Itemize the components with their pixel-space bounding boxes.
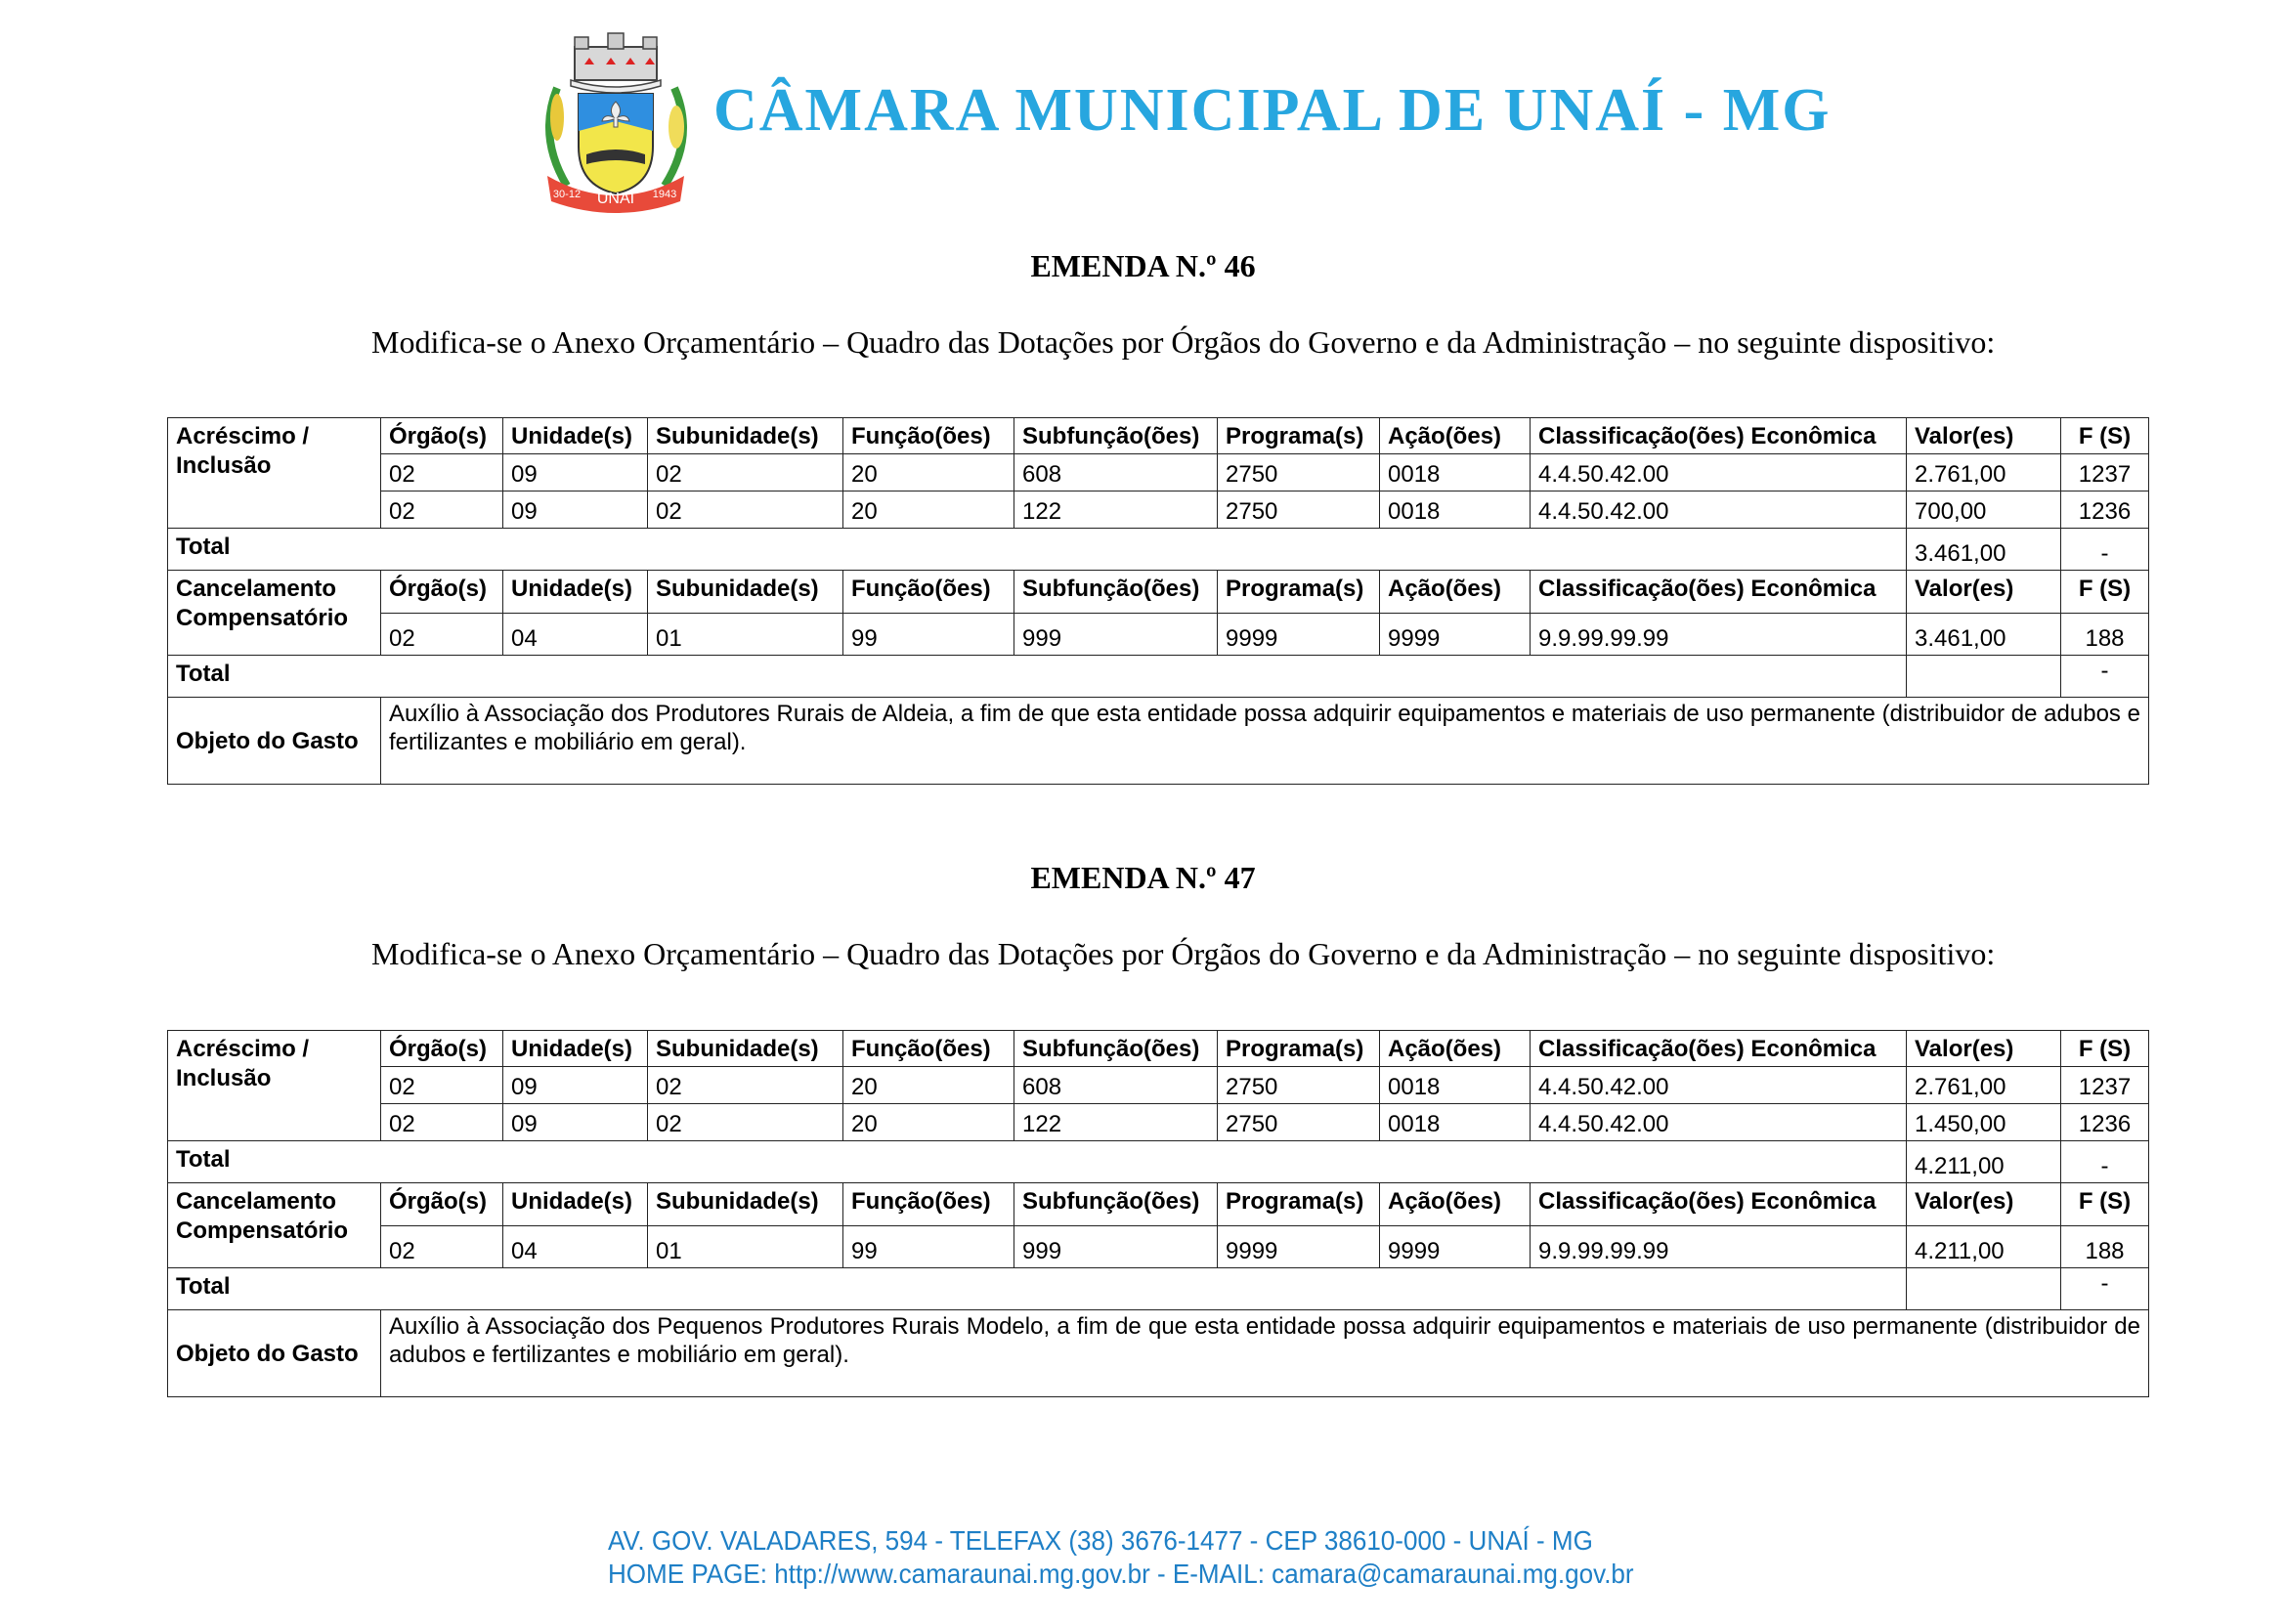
cell-fs: 188 — [2061, 1226, 2149, 1268]
cell-funcao: 99 — [843, 1226, 1014, 1268]
cell-valor: 4.211,00 — [1907, 1226, 2061, 1268]
table-row — [168, 454, 2149, 491]
header-subunidade: Subunidade(s) — [648, 571, 843, 614]
header-acao: Ação(ões) — [1380, 1031, 1531, 1067]
emenda-47-intro: Modifica-se o Anexo Orçamentário – Quadro das Dotações por Órgãos do Governo e da Administração – no seguinte dispositivo: — [371, 936, 1996, 971]
cell-orgao: 02 — [381, 1226, 503, 1268]
total-fs: - — [2061, 1141, 2149, 1183]
cell-fs: 188 — [2061, 614, 2149, 656]
cell-acao: 0018 — [1380, 491, 1531, 529]
cell-programa: 2750 — [1218, 1104, 1380, 1141]
header-orgao: Órgão(s) — [381, 1183, 503, 1226]
total-label: Total — [168, 1141, 1907, 1183]
cell-fs: 1237 — [2061, 1067, 2149, 1104]
objeto-label: Objeto do Gasto — [168, 698, 381, 785]
cell-subunidade: 02 — [648, 491, 843, 529]
cell-subunidade: 02 — [648, 1104, 843, 1141]
table-row — [168, 1226, 2149, 1268]
total-fs: - — [2061, 1268, 2149, 1310]
emblem-date-left: 30-12 — [552, 189, 582, 200]
cell-unidade: 09 — [503, 454, 648, 491]
cell-funcao: 20 — [843, 1104, 1014, 1141]
header-subfuncao: Subfunção(ões) — [1014, 1031, 1218, 1067]
cell-orgao: 02 — [381, 454, 503, 491]
table-row — [168, 614, 2149, 656]
cell-unidade: 09 — [503, 491, 648, 529]
footer — [608, 1524, 1634, 1591]
table-row — [168, 491, 2149, 529]
header-classificacao: Classificação(ões) Econômica — [1531, 418, 1907, 454]
header-valor: Valor(es) — [1907, 1183, 2061, 1226]
acrescimo-header-row — [168, 1031, 2149, 1067]
cancelamento-total-row — [168, 656, 2149, 698]
acrescimo-label: Acréscimo / Inclusão — [168, 1031, 381, 1141]
cancelamento-header-row — [168, 571, 2149, 614]
total-valor — [1907, 1268, 2061, 1310]
header-subfuncao: Subfunção(ões) — [1014, 418, 1218, 454]
cell-acao: 0018 — [1380, 454, 1531, 491]
cancelamento-header-row — [168, 1183, 2149, 1226]
header-funcao: Função(ões) — [843, 1183, 1014, 1226]
header-valor: Valor(es) — [1907, 571, 2061, 614]
cell-subfuncao: 122 — [1014, 1104, 1218, 1141]
cell-unidade: 04 — [503, 614, 648, 656]
emenda-47-table — [167, 1030, 2149, 1397]
cell-funcao: 20 — [843, 1067, 1014, 1104]
cell-orgao: 02 — [381, 491, 503, 529]
objeto-text: Auxílio à Associação dos Produtores Rurais de Aldeia, a fim de que esta entidade possa adquirir equipamentos e materiais de uso permanente (distribuidor de adubos e fertilizantes e mobiliário em geral). — [381, 698, 2149, 785]
header-orgao: Órgão(s) — [381, 418, 503, 454]
emblem-ribbon-text: UNAÍ — [596, 191, 635, 207]
cell-valor: 1.450,00 — [1907, 1104, 2061, 1141]
header-programa: Programa(s) — [1218, 571, 1380, 614]
cell-programa: 9999 — [1218, 1226, 1380, 1268]
header-unidade: Unidade(s) — [503, 1183, 648, 1226]
header-valor: Valor(es) — [1907, 1031, 2061, 1067]
cell-classificacao: 4.4.50.42.00 — [1531, 454, 1907, 491]
cell-classificacao: 4.4.50.42.00 — [1531, 1104, 1907, 1141]
cell-programa: 2750 — [1218, 1067, 1380, 1104]
header-funcao: Função(ões) — [843, 418, 1014, 454]
total-valor: 4.211,00 — [1907, 1141, 2061, 1183]
cell-unidade: 04 — [503, 1226, 648, 1268]
header-unidade: Unidade(s) — [503, 571, 648, 614]
emenda-46-title: EMENDA N.º 46 — [1030, 248, 1256, 283]
header-fs: F (S) — [2061, 1031, 2149, 1067]
emenda-47-title: EMENDA N.º 47 — [1030, 860, 1256, 895]
cell-acao: 0018 — [1380, 1067, 1531, 1104]
cell-classificacao: 4.4.50.42.00 — [1531, 491, 1907, 529]
emenda-46-intro: Modifica-se o Anexo Orçamentário – Quadro das Dotações por Órgãos do Governo e da Administração – no seguinte dispositivo: — [371, 324, 1996, 360]
cell-subfuncao: 608 — [1014, 1067, 1218, 1104]
table-row — [168, 1104, 2149, 1141]
organization-name: CÂMARA MUNICIPAL DE UNAÍ - MG — [713, 77, 1832, 144]
cancelamento-label: Cancelamento Compensatório — [168, 571, 381, 656]
cancelamento-total-row — [168, 1268, 2149, 1310]
cell-acao: 0018 — [1380, 1104, 1531, 1141]
objeto-row — [168, 1310, 2149, 1397]
header-subfuncao: Subfunção(ões) — [1014, 1183, 1218, 1226]
cell-programa: 2750 — [1218, 454, 1380, 491]
cell-acao: 9999 — [1380, 1226, 1531, 1268]
header-orgao: Órgão(s) — [381, 571, 503, 614]
cell-subunidade: 02 — [648, 454, 843, 491]
header-classificacao: Classificação(ões) Econômica — [1531, 1183, 1907, 1226]
cell-subunidade: 01 — [648, 1226, 843, 1268]
total-label: Total — [168, 656, 1907, 698]
cell-subunidade: 01 — [648, 614, 843, 656]
header-programa: Programa(s) — [1218, 1183, 1380, 1226]
cell-fs: 1236 — [2061, 491, 2149, 529]
acrescimo-total-row — [168, 529, 2149, 571]
header-orgao: Órgão(s) — [381, 1031, 503, 1067]
cell-funcao: 99 — [843, 614, 1014, 656]
header-acao: Ação(ões) — [1380, 571, 1531, 614]
cell-valor: 2.761,00 — [1907, 454, 2061, 491]
objeto-text: Auxílio à Associação dos Pequenos Produtores Rurais Modelo, a fim de que esta entidade possa adquirir equipamentos e materiais de uso permanente (distribuidor de adubos e fertilizantes e mobiliário em geral). — [381, 1310, 2149, 1397]
cell-subfuncao: 608 — [1014, 454, 1218, 491]
cell-subfuncao: 999 — [1014, 1226, 1218, 1268]
cell-acao: 9999 — [1380, 614, 1531, 656]
header-classificacao: Classificação(ões) Econômica — [1531, 1031, 1907, 1067]
cell-fs: 1236 — [2061, 1104, 2149, 1141]
total-fs: - — [2061, 656, 2149, 698]
header-fs: F (S) — [2061, 418, 2149, 454]
objeto-label: Objeto do Gasto — [168, 1310, 381, 1397]
emenda-46-table — [167, 417, 2149, 785]
header-fs: F (S) — [2061, 571, 2149, 614]
cell-programa: 9999 — [1218, 614, 1380, 656]
cell-classificacao: 4.4.50.42.00 — [1531, 1067, 1907, 1104]
cell-classificacao: 9.9.99.99.99 — [1531, 614, 1907, 656]
table-row — [168, 1067, 2149, 1104]
letterhead — [528, 29, 1832, 215]
cell-programa: 2750 — [1218, 491, 1380, 529]
total-valor: 3.461,00 — [1907, 529, 2061, 571]
cell-subfuncao: 122 — [1014, 491, 1218, 529]
emblem-date-right: 1943 — [652, 189, 677, 200]
header-subunidade: Subunidade(s) — [648, 1031, 843, 1067]
header-funcao: Função(ões) — [843, 571, 1014, 614]
cell-fs: 1237 — [2061, 454, 2149, 491]
total-valor — [1907, 656, 2061, 698]
cell-funcao: 20 — [843, 454, 1014, 491]
header-classificacao: Classificação(ões) Econômica — [1531, 571, 1907, 614]
header-subunidade: Subunidade(s) — [648, 1183, 843, 1226]
cell-funcao: 20 — [843, 491, 1014, 529]
header-programa: Programa(s) — [1218, 418, 1380, 454]
cell-orgao: 02 — [381, 614, 503, 656]
cell-subunidade: 02 — [648, 1067, 843, 1104]
cell-unidade: 09 — [503, 1067, 648, 1104]
cell-valor: 700,00 — [1907, 491, 2061, 529]
total-fs: - — [2061, 529, 2149, 571]
municipal-coat-of-arms-icon — [528, 29, 704, 215]
total-label: Total — [168, 529, 1907, 571]
header-acao: Ação(ões) — [1380, 418, 1531, 454]
cell-orgao: 02 — [381, 1104, 503, 1141]
cell-unidade: 09 — [503, 1104, 648, 1141]
acrescimo-label: Acréscimo / Inclusão — [168, 418, 381, 529]
header-programa: Programa(s) — [1218, 1031, 1380, 1067]
acrescimo-total-row — [168, 1141, 2149, 1183]
cell-classificacao: 9.9.99.99.99 — [1531, 1226, 1907, 1268]
total-label: Total — [168, 1268, 1907, 1310]
cell-valor: 2.761,00 — [1907, 1067, 2061, 1104]
header-funcao: Função(ões) — [843, 1031, 1014, 1067]
header-unidade: Unidade(s) — [503, 418, 648, 454]
footer-address: AV. GOV. VALADARES, 594 - TELEFAX (38) 3676-1477 - CEP 38610-000 - UNAÍ - MG — [608, 1525, 1593, 1556]
objeto-row — [168, 698, 2149, 785]
cell-valor: 3.461,00 — [1907, 614, 2061, 656]
header-subfuncao: Subfunção(ões) — [1014, 571, 1218, 614]
header-unidade: Unidade(s) — [503, 1031, 648, 1067]
cancelamento-label: Cancelamento Compensatório — [168, 1183, 381, 1268]
header-fs: F (S) — [2061, 1183, 2149, 1226]
header-subunidade: Subunidade(s) — [648, 418, 843, 454]
acrescimo-header-row — [168, 418, 2149, 454]
header-acao: Ação(ões) — [1380, 1183, 1531, 1226]
header-valor: Valor(es) — [1907, 418, 2061, 454]
cell-orgao: 02 — [381, 1067, 503, 1104]
cell-subfuncao: 999 — [1014, 614, 1218, 656]
footer-contact: HOME PAGE: http://www.camaraunai.mg.gov.br - E-MAIL: camara@camaraunai.mg.gov.br — [608, 1559, 1634, 1589]
